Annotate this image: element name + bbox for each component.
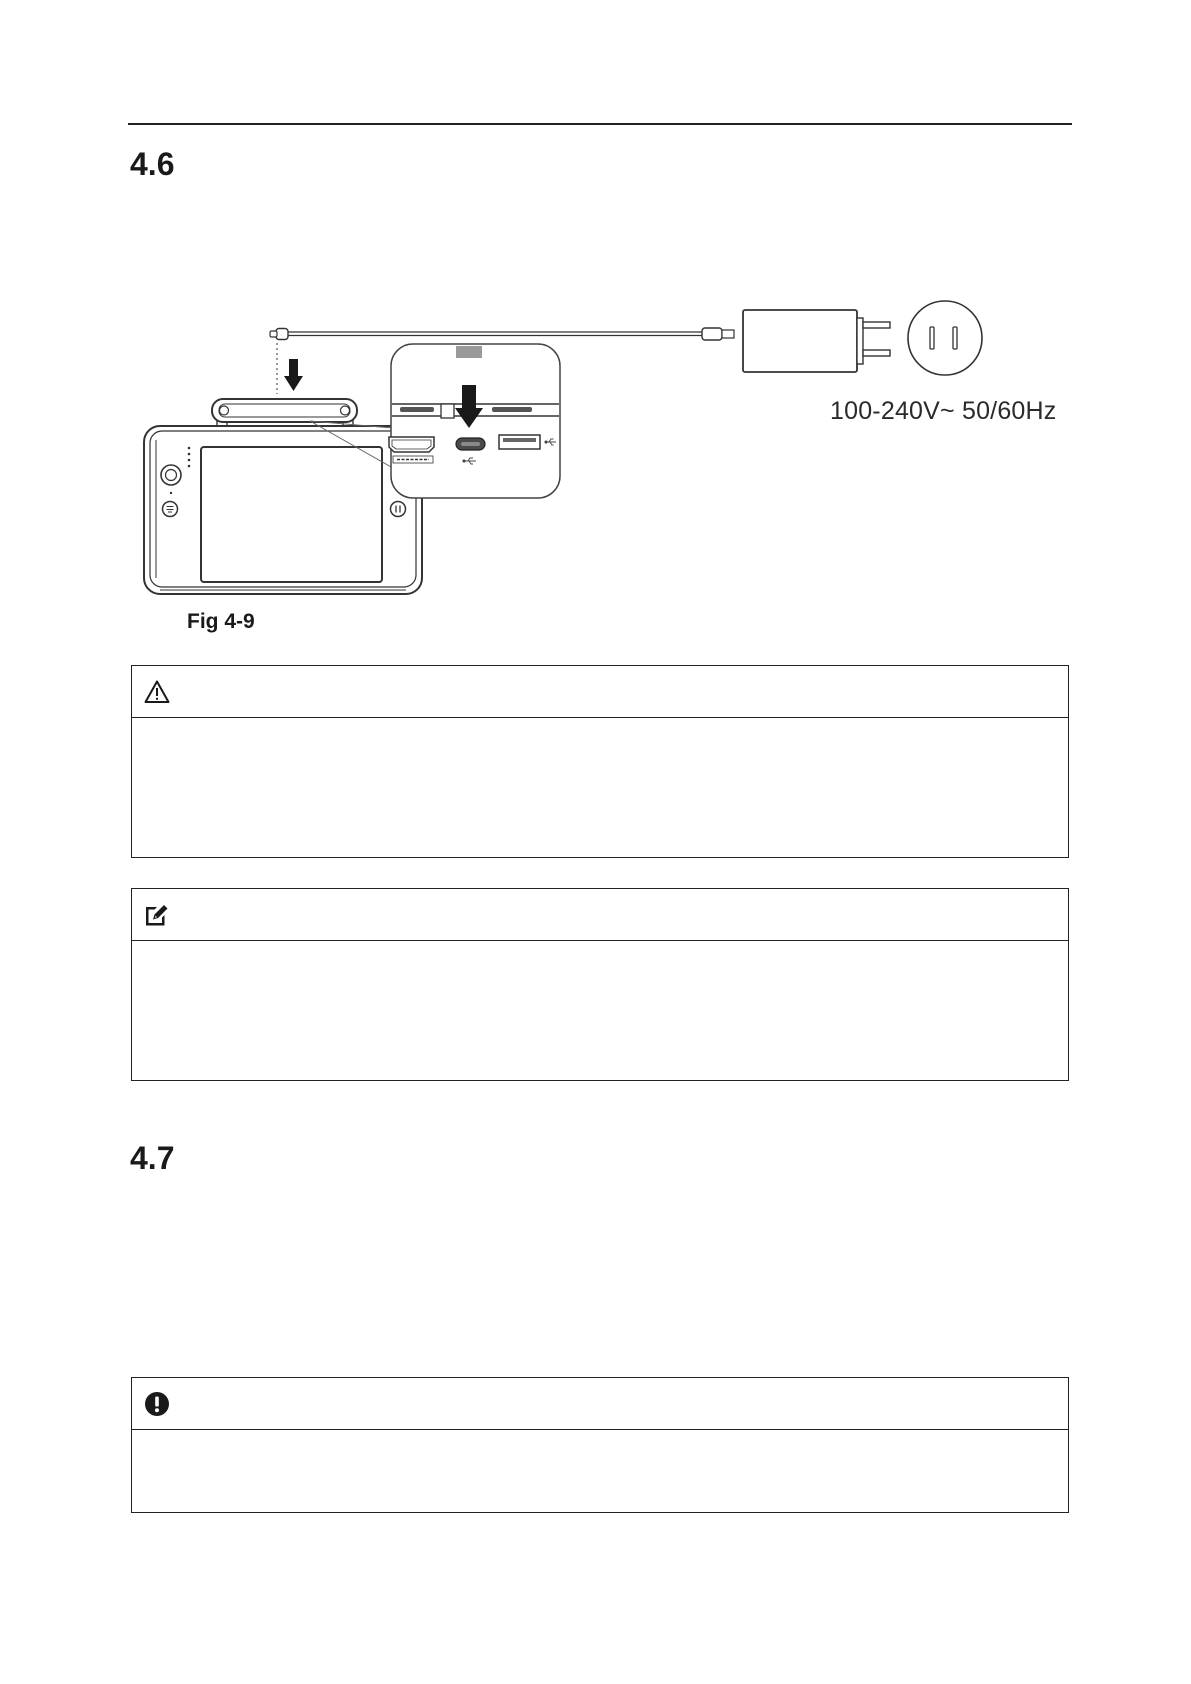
- antenna-hinge-left: [220, 406, 229, 415]
- led-dot: [188, 447, 191, 450]
- rail-segment-left: [400, 407, 434, 412]
- outlet-slot-left: [930, 327, 934, 349]
- return-home-button-icon: [163, 502, 178, 517]
- usb-a-plug-body: [702, 328, 722, 340]
- wall-outlet: [908, 301, 982, 375]
- adapter-prong-bottom: [863, 350, 890, 356]
- usb-trident-dot: [545, 441, 547, 443]
- usb-c-plug-body: [276, 329, 288, 340]
- controller-screen: [201, 447, 382, 582]
- section-heading-4-7: 4.7: [130, 1140, 175, 1176]
- hdmi-port: [389, 437, 434, 463]
- warning-box-header: [132, 666, 1068, 718]
- section-heading-4-6: 4.6: [130, 146, 175, 182]
- inset-frame: [391, 344, 560, 498]
- usb-c-plug-detail: [456, 346, 482, 358]
- adapter-prong-top: [863, 322, 890, 328]
- power-adapter: [743, 310, 890, 372]
- adapter-prong-base: [857, 318, 863, 364]
- figure-caption: Fig 4-9: [187, 610, 255, 633]
- note-box: [131, 888, 1069, 1081]
- usb-a-plug-tip: [722, 330, 734, 338]
- pencil-note-icon: [144, 902, 170, 928]
- note-box-header: [132, 889, 1068, 941]
- outlet-slot-right: [953, 327, 957, 349]
- exclamation-circle-icon: [144, 1391, 170, 1417]
- header-rule: [128, 123, 1072, 125]
- led-dot: [188, 453, 191, 456]
- antenna-bar: [212, 399, 357, 422]
- port-notch: [441, 404, 454, 418]
- warning-box: [131, 665, 1069, 858]
- charging-cable: [270, 328, 734, 340]
- usb-c-port: [456, 438, 485, 450]
- warning-triangle-icon: [144, 679, 170, 705]
- usb-c-plug-end: [270, 329, 288, 340]
- led-dot: [188, 459, 191, 462]
- remote-controller: [144, 399, 422, 594]
- port-detail-inset: [389, 344, 560, 498]
- usb-a-port-inner: [503, 438, 536, 442]
- important-box-header: [132, 1378, 1068, 1430]
- outlet-face: [908, 301, 982, 375]
- antenna-hinge-right: [341, 406, 350, 415]
- usb-trident-dot: [463, 460, 465, 462]
- adapter-body: [743, 310, 857, 372]
- joystick-icon: [161, 465, 181, 485]
- led-dot: [188, 465, 191, 468]
- rail-segment-right: [492, 407, 532, 412]
- usb-c-plug-tip: [270, 331, 277, 337]
- charging-diagram: [120, 290, 1080, 610]
- usb-c-port-inner: [461, 442, 480, 446]
- insert-arrow-icon: [284, 359, 303, 391]
- usb-a-plug-end: [702, 328, 734, 340]
- usb-a-port: [499, 435, 540, 449]
- pause-button-icon: [391, 502, 406, 517]
- pause-button-ring: [391, 502, 406, 517]
- status-dot: [170, 492, 172, 494]
- hdmi-port-inner: [392, 440, 431, 449]
- voltage-label: 100-240V~ 50/60Hz: [830, 397, 1057, 425]
- important-box: [131, 1377, 1069, 1513]
